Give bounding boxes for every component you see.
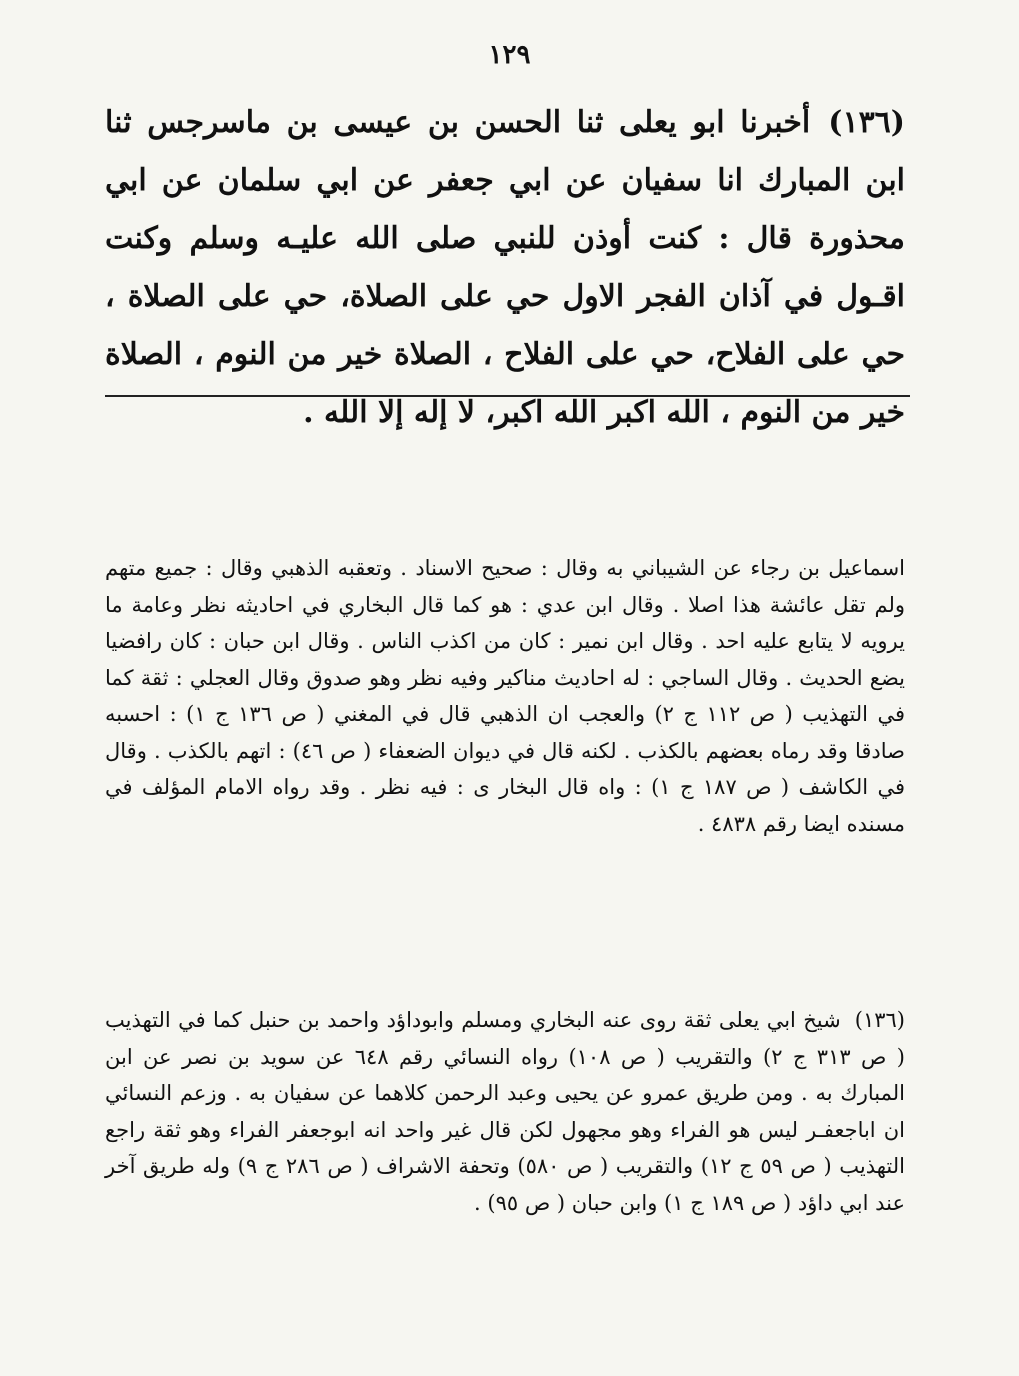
hadith-text-block [105, 94, 905, 442]
footnote-number: (١٣٦) [854, 1008, 905, 1032]
hadith-number: (١٣٦) [828, 105, 905, 140]
hadith-body: أخبرنا ابو يعلى ثنا الحسن بن عيسى بن ماسرجس ثنا ابن المبارك انا سفيان عن ابي جعفر عن ابي سلمان عن ابي محذورة قال : كنت أوذن للنبي صلى الله عليـه وسلم وكنت اقـول في آذان الفجر الاول حي على الصلاة، حي على الصلاة ، حي على الفلاح، حي على الفلاح ، الصلاة خير من النوم ، الصلاة خير من النوم ، الله اكبر الله اكبر، لا إله إلا الله . [105, 105, 905, 430]
footnote-text: شيخ ابي يعلى ثقة روى عنه البخاري ومسلم وابوداؤد واحمد بن حنبل كما في التهذيب ( ص ٣١٣ ج ٢) والتقريب ( ص ١٠٨) رواه النسائي رقم ٦٤٨ عن سويد بن نصر عن ابن المبارك به . ومن طريق عمرو عن يحيى وعبد الرحمن كلاهما عن سفيان به . وزعم النسائي ان اباجعفـر ليس هو الفراء وهو مجهول لكن قال غير واحد انه ابوجعفر الفراء وهو ثقة راجع التهذيب ( ص ٥٩ ج ١٢) والتقريب ( ص ٥٨٠) وتحفة الاشراف ( ص ٢٨٦ ج ٩) وله طريق آخر عند ابي داؤد ( ص ١٨٩ ج ١) وابن حبان ( ص ٩٥) . [105, 1008, 905, 1215]
footnote-continued [105, 550, 905, 842]
footnote-text: اسماعيل بن رجاء عن الشيباني به وقال : صحيح الاسناد . وتعقبه الذهبي وقال : جميع متهم ولم تقل عائشة هذا اصلا . وقال ابن عدي : هو كما قال البخاري في احاديثه نظر وعامة ما يرويه لا يتابع عليه احد . وقال ابن نمير : كان من اكذب الناس . وقال ابن حبان : كان رافضيا يضع الحديث . وقال الساجي : له احاديث مناكير وفيه نظر وهو صدوق وقال العجلي : ثقة كما في التهذيب ( ص ١١٢ ج ٢) والعجب ان الذهبي قال في المغني ( ص ١٣٦ ج ١) : احسبه صادقا وقد رماه بعضهم بالكذب . لكنه قال في ديوان الضعفاء ( ص ٤٦) : اتهم بالكذب . وقال في الكاشف ( ص ١٨٧ ج ١) : واه قال البخار ى : فيه نظر . وقد رواه الامام المؤلف في مسنده ايضا رقم ٤٨٣٨ . [105, 556, 906, 836]
page-number: ١٢٩ [488, 40, 531, 70]
footnote-separator [105, 395, 910, 397]
footnote-136 [105, 1002, 905, 1221]
